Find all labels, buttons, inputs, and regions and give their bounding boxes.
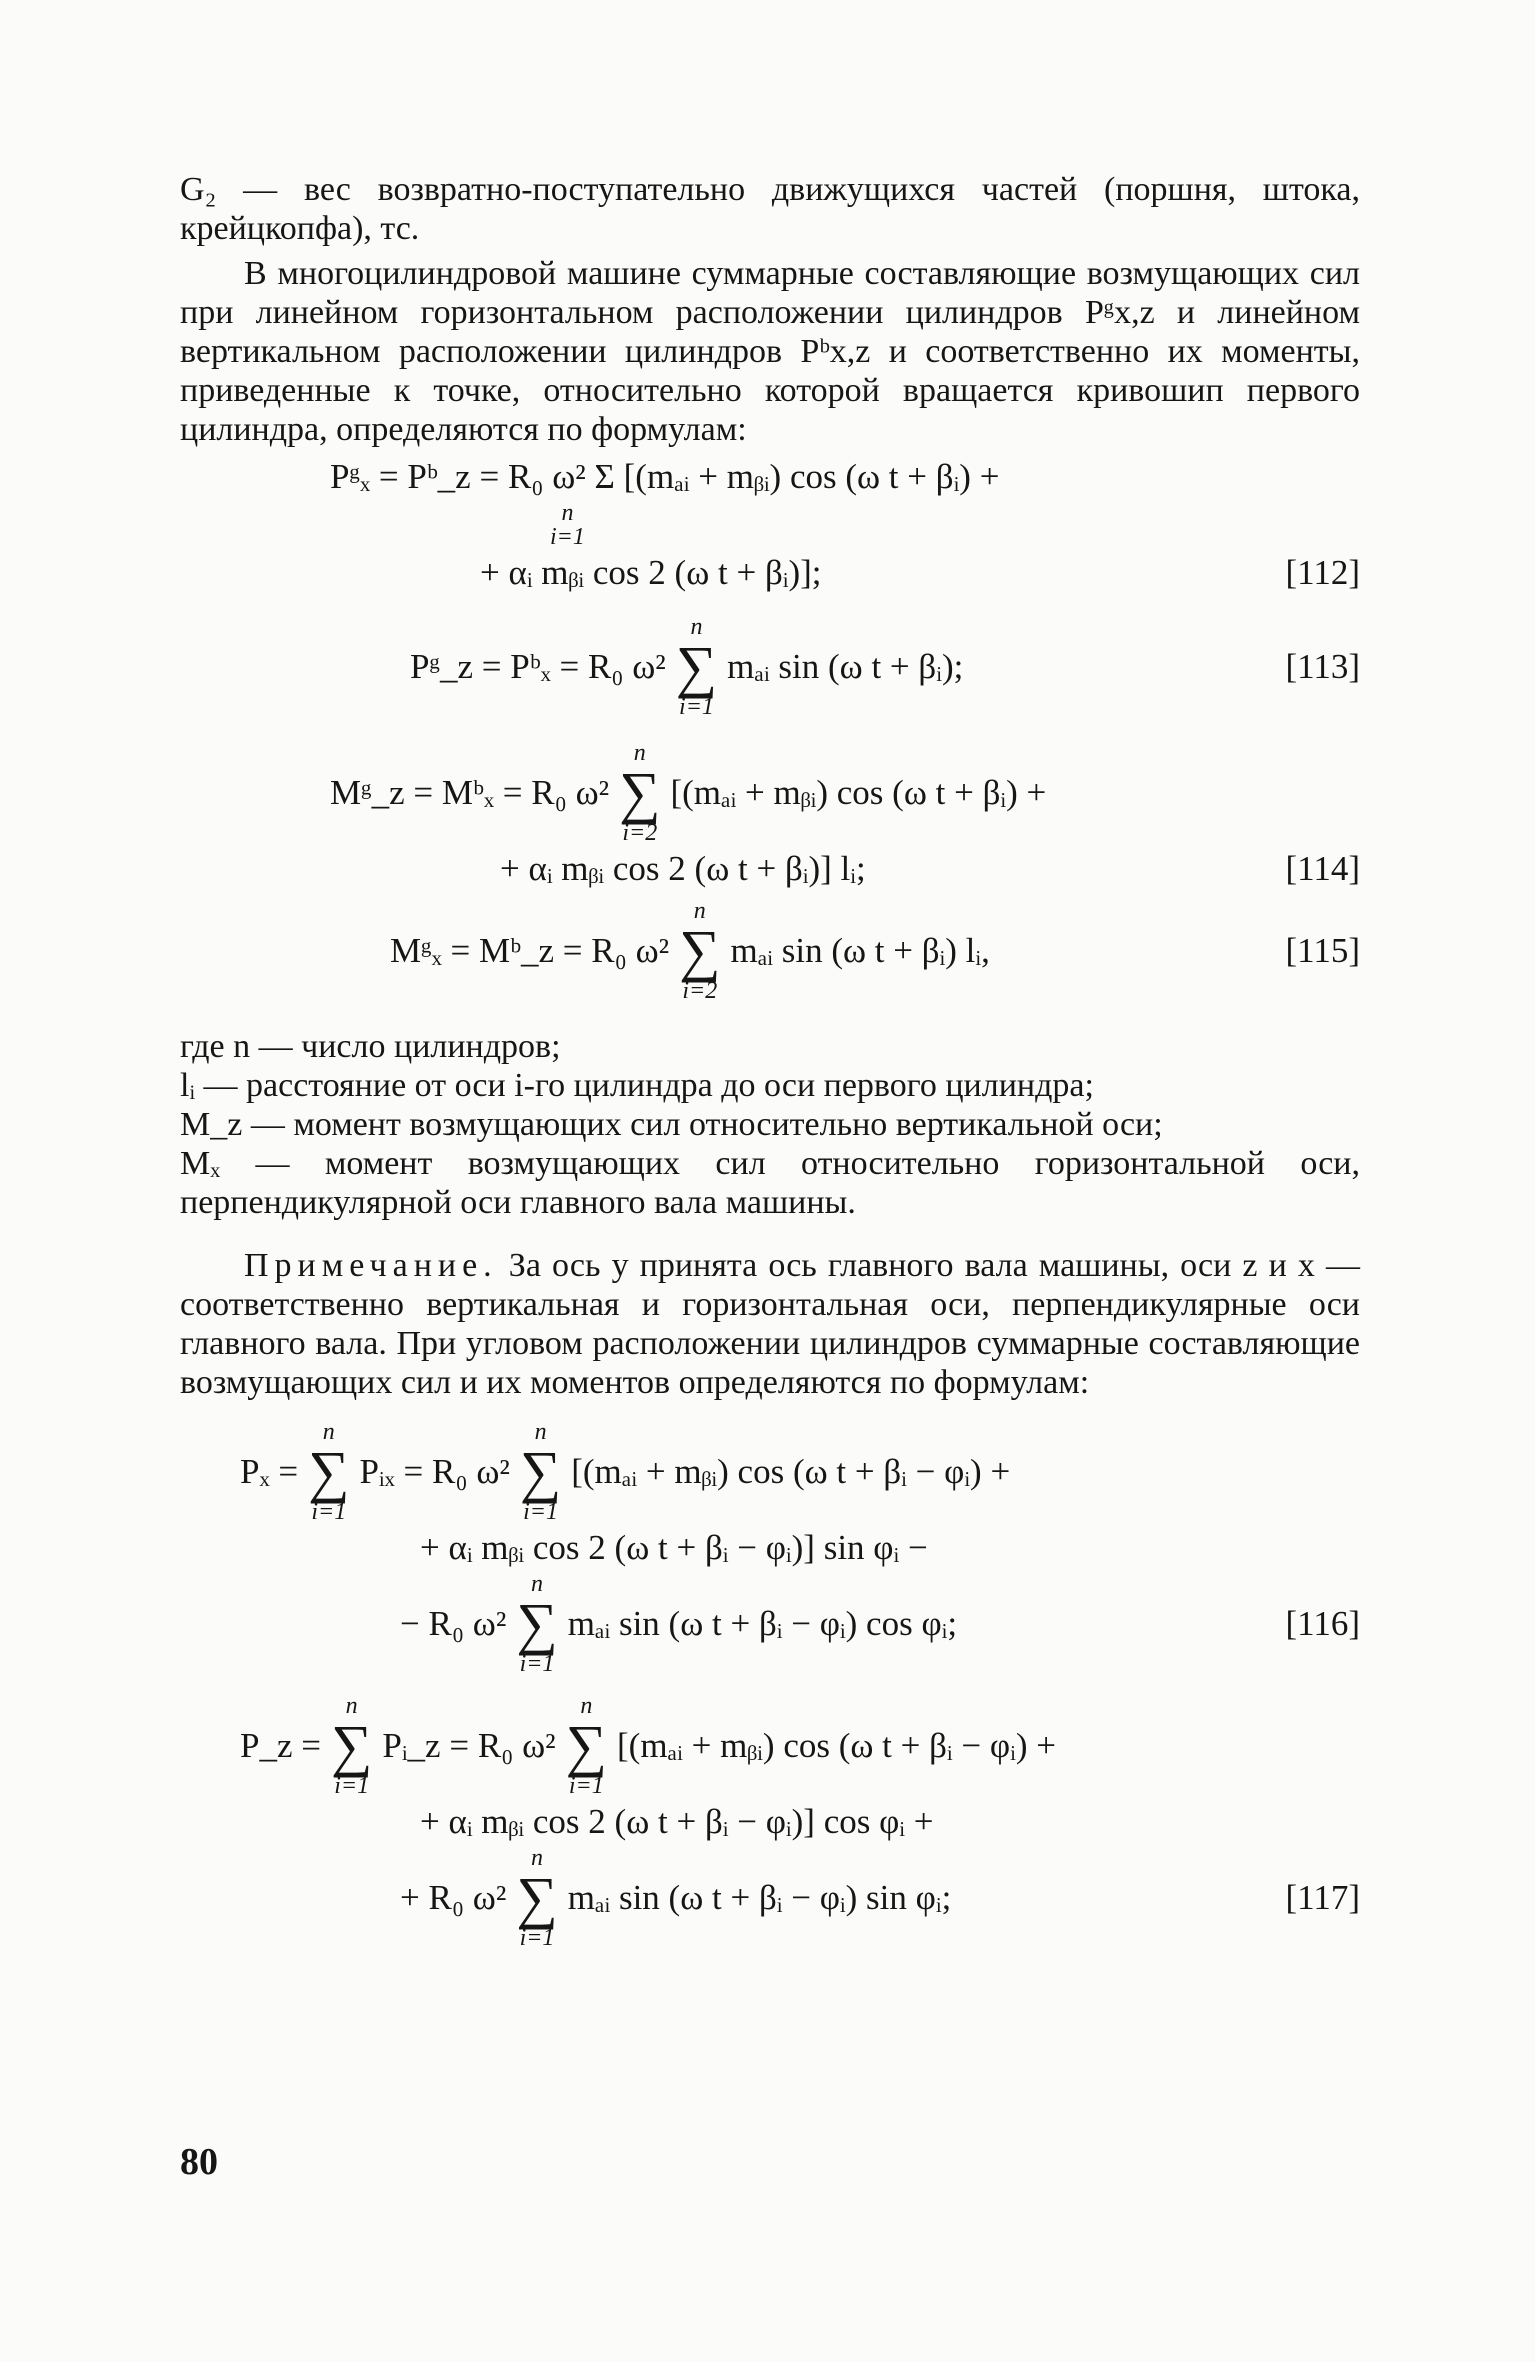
page-content (180, 170, 1360, 1954)
definitions-list (180, 1027, 1360, 1222)
sum-sign: n ∑ i=1 (565, 1693, 608, 1799)
equation-112-line2: + αᵢ mᵦᵢ cos 2 (ω t + βᵢ)]; [112] (480, 553, 1360, 592)
equation-114-line2: + αᵢ mᵦᵢ cos 2 (ω t + βᵢ)] lᵢ; [114] (500, 849, 1360, 888)
sum-sign: n ∑ i=1 (516, 1571, 558, 1677)
sum-sign: n ∑ i=1 (519, 1419, 562, 1525)
paragraph-intro: В многоцилиндровой машине суммарные составляющие возмущающих сил при линейном горизонтальном расположении цилиндров Pᵍx,z и линейном вертикальном расположении цилиндров Pᵇx,z и соответственно их моменты, приведенные к точке, относительно которой вращается кривошип первого цилиндра, определяются по формулам: (180, 255, 1360, 448)
sum-sign: n ∑ i=2 (679, 898, 721, 1004)
equation-117-line2: + αᵢ mᵦᵢ cos 2 (ω t + βᵢ − φᵢ)] cos φᵢ + (420, 1802, 934, 1841)
equation-113: Pᵍ_z = Pᵇₓ = R₀ ω² n ∑ i=1 mₐᵢ sin (ω t + βᵢ); [113] (410, 614, 1360, 720)
equation-116-line2: + αᵢ mᵦᵢ cos 2 (ω t + βᵢ − φᵢ)] sin φᵢ − (420, 1528, 928, 1567)
definition-n: где n — число цилиндров; (180, 1028, 561, 1065)
equation-number-116: [116] (1285, 1604, 1360, 1643)
page-number: 80 (180, 2141, 218, 2183)
equation-117: P_z = n ∑ i=1 Pᵢ_z = R₀ ω² n ∑ i=1 [(mₐᵢ + mᵦᵢ) cos (ω t + βᵢ − φᵢ) + (240, 1693, 1056, 1799)
sum-sign: n ∑ i=2 (619, 740, 661, 846)
equation-116: Pₓ = n ∑ i=1 Pᵢₓ = R₀ ω² n ∑ i=1 [(mₐᵢ + mᵦᵢ) cos (ω t + βᵢ − φᵢ) + (240, 1419, 1011, 1525)
equation-117-line3: + R₀ ω² n ∑ i=1 mₐᵢ sin (ω t + βᵢ − φᵢ) sin φᵢ; [117] (400, 1845, 1360, 1951)
equation-number-113: [113] (1285, 647, 1360, 686)
definition-mx: Mₓ — момент возмущающих сил относительно горизонтальной оси, перпендикулярной оси главного вала машины. (180, 1145, 1360, 1221)
equation-number-117: [117] (1285, 1878, 1360, 1917)
definition-li: lᵢ — расстояние от оси i-го цилиндра до оси первого цилиндра; (180, 1067, 1094, 1104)
sum-sign: n ∑ i=1 (675, 614, 718, 720)
sum-sign: n ∑ i=1 (331, 1693, 373, 1799)
note-text: За ось y принята ось главного вала машины, оси z и x — соответственно вертикальная и горизонтальная оси, перпендикулярные оси главного вала. При угловом расположении цилиндров суммарные составляющие возмущающих сил и их моментов определяются по формулам: (180, 1247, 1361, 1401)
sum-sign: n i=1 (550, 500, 585, 550)
definition-mz: M_z — момент возмущающих сил относительно вертикальной оси; (180, 1106, 1163, 1143)
sum-sign: n ∑ i=1 (516, 1845, 558, 1951)
equation-115: Mᵍₓ = Mᵇ_z = R₀ ω² n ∑ i=2 mₐᵢ sin (ω t + βᵢ) lᵢ, [115] (390, 898, 1360, 1004)
equation-116-line3: − R₀ ω² n ∑ i=1 mₐᵢ sin (ω t + βᵢ − φᵢ) cos φᵢ; [116] (400, 1571, 1360, 1677)
equation-number-112: [112] (1285, 553, 1360, 592)
equation-number-114: [114] (1285, 849, 1360, 888)
equation-112-sum-limits (180, 501, 1360, 549)
eq112-line1: Pᵍₓ = Pᵇ_z = R₀ ω² Σ [(mₐᵢ + mᵦᵢ) cos (ω t + βᵢ) + (330, 457, 1000, 496)
note-label: Примечание. (244, 1247, 498, 1284)
equation-114: Mᵍ_z = Mᵇₓ = R₀ ω² n ∑ i=2 [(mₐᵢ + mᵦᵢ) cos (ω t + βᵢ) + (330, 740, 1047, 846)
sum-sign: n ∑ i=1 (308, 1419, 350, 1525)
equation-112 (180, 457, 1360, 497)
note-paragraph (180, 1246, 1360, 1402)
equation-number-115: [115] (1285, 931, 1360, 970)
paragraph-g2: G₂ — вес возвратно-поступательно движущихся частей (поршня, штока, крейцкопфа), тс. (180, 171, 1360, 247)
